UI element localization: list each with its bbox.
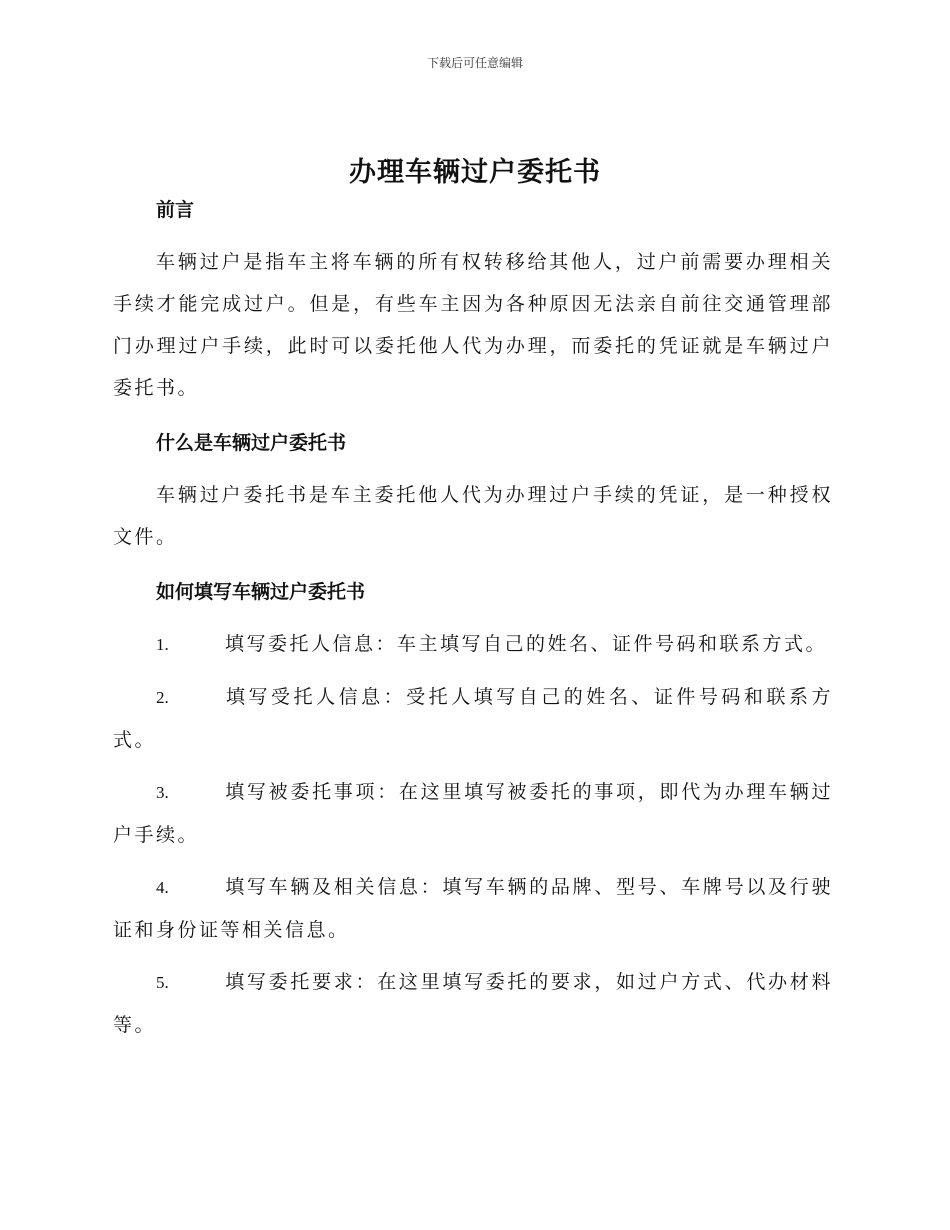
list-item-number: 3.: [156, 783, 169, 802]
list-item: [113, 623, 833, 666]
section-heading-definition: 什么是车辆过户委托书: [156, 432, 347, 454]
section-heading-preface: 前言: [156, 199, 195, 221]
list-item: [113, 771, 833, 856]
list-item-text: 填写被委托事项：在这里填写被委托的事项，即代为办理车辆过户手续。: [113, 781, 833, 846]
list-item: [113, 676, 833, 761]
list-item-text: 填写受托人信息：受托人填写自己的姓名、证件号码和联系方式。: [113, 686, 833, 751]
list-item: [113, 866, 833, 951]
header-note: 下载后可任意编辑: [426, 56, 523, 70]
list-item-text: 填写委托要求：在这里填写委托的要求，如过户方式、代办材料等。: [113, 971, 833, 1036]
steps-list: [113, 623, 833, 1046]
section-paragraph-preface: 车辆过户是指车主将车辆的所有权转移给其他人，过户前需要办理相关手续才能完成过户。但是，有些车主因为各种原因无法亲自前往交通管理部门办理过户手续，此时可以委托他人代为办理，而委托的凭证就是车辆过户委托书。: [113, 251, 833, 399]
list-item-number: 1.: [156, 635, 169, 654]
document-body: [113, 196, 833, 1046]
list-item-number: 4.: [156, 878, 169, 897]
list-item-number: 5.: [156, 973, 169, 992]
section-heading-how-to-fill: 如何填写车辆过户委托书: [156, 581, 366, 603]
list-item-text: 填写委托人信息：车主填写自己的姓名、证件号码和联系方式。: [225, 633, 828, 655]
document-title: 办理车辆过户委托书: [349, 157, 601, 188]
section-paragraph-definition: 车辆过户委托书是车主委托他人代为办理过户手续的凭证，是一种授权文件。: [113, 484, 833, 548]
list-item-number: 2.: [156, 688, 169, 707]
list-item: [113, 961, 833, 1046]
list-item-text: 填写车辆及相关信息：填写车辆的品牌、型号、车牌号以及行驶证和身份证等相关信息。: [113, 876, 833, 941]
